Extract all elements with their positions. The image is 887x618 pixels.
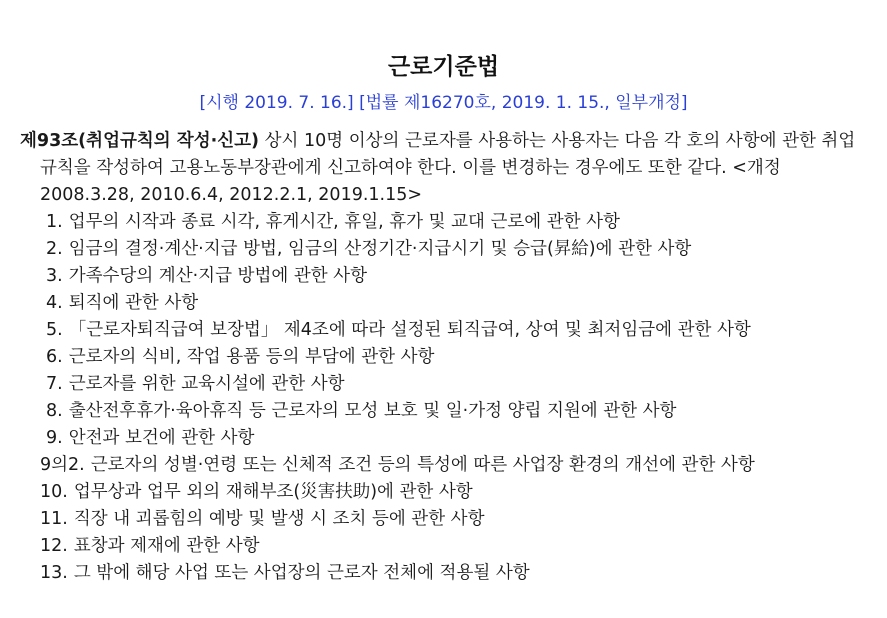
item-number: 9의2.: [40, 455, 85, 475]
list-item: [20, 560, 870, 587]
item-number: 3.: [46, 266, 63, 286]
item-number: 5.: [46, 320, 63, 340]
item-text: 퇴직에 관한 사항: [68, 293, 199, 313]
item-text: 「근로자퇴직급여 보장법」 제4조에 따라 설정된 퇴직급여, 상여 및 최저임금에 관한 사항: [68, 320, 751, 340]
list-item: [20, 398, 870, 425]
item-text: 업무상과 업무 외의 재해부조(災害扶助)에 관한 사항: [73, 482, 473, 502]
list-item: [20, 425, 870, 452]
item-number: 1.: [46, 212, 63, 232]
law-title: 근로기준법: [387, 54, 500, 80]
article-paragraph: [20, 128, 870, 209]
article-heading: (취업규칙의 작성·신고): [78, 131, 260, 151]
item-number: 8.: [46, 401, 63, 421]
list-item: [20, 371, 870, 398]
item-text: 표창과 제재에 관한 사항: [73, 536, 260, 556]
list-item: [20, 290, 870, 317]
list-item: [20, 344, 870, 371]
item-number: 2.: [46, 239, 63, 259]
item-text: 가족수당의 계산·지급 방법에 관한 사항: [68, 266, 367, 286]
item-number: 9.: [46, 428, 63, 448]
article-93: [20, 128, 870, 587]
item-text: 그 밖에 해당 사업 또는 사업장의 근로자 전체에 적용될 사항: [73, 563, 530, 583]
law-enforcement-info[interactable]: [시행 2019. 7. 16.] [법률 제16270호, 2019. 1. 15., 일부개정]: [199, 93, 688, 113]
item-number: 11.: [40, 509, 68, 529]
item-number: 10.: [40, 482, 68, 502]
list-item: [20, 479, 870, 506]
article-items: [20, 209, 870, 587]
item-text: 근로자의 성별·연령 또는 신체적 조건 등의 특성에 따른 사업장 환경의 개선에 관한 사항: [90, 455, 755, 475]
item-number: 7.: [46, 374, 63, 394]
item-number: 4.: [46, 293, 63, 313]
item-text: 근로자를 위한 교육시설에 관한 사항: [68, 374, 345, 394]
item-text: 출산전후휴가·육아휴직 등 근로자의 모성 보호 및 일·가정 양립 지원에 관한 사항: [68, 401, 677, 421]
article-body: 상시 10명 이상의 근로자를 사용하는 사용자는 다음 각 호의 사항에 관한 취업규칙을 작성하여 고용노동부장관에게 신고하여야 한다. 이를 변경하는 경우에도 또한 같다.: [40, 131, 856, 178]
list-item: [20, 452, 870, 479]
list-item: [20, 506, 870, 533]
list-item: [20, 317, 870, 344]
list-item: [20, 533, 870, 560]
list-item: [20, 209, 870, 236]
item-number: 13.: [40, 563, 68, 583]
item-text: 업무의 시작과 종료 시각, 휴게시간, 휴일, 휴가 및 교대 근로에 관한 사항: [68, 212, 620, 232]
item-text: 임금의 결정·계산·지급 방법, 임금의 산정기간·지급시기 및 승급(昇給)에 관한 사항: [68, 239, 692, 259]
list-item: [20, 236, 870, 263]
item-number: 6.: [46, 347, 63, 367]
item-number: 12.: [40, 536, 68, 556]
amendment-note: <개정 2008.3.28, 2010.6.4, 2012.2.1, 2019.1.15>: [40, 158, 781, 205]
article-number: 제93조: [20, 131, 79, 151]
list-item: [20, 263, 870, 290]
item-text: 직장 내 괴롭힘의 예방 및 발생 시 조치 등에 관한 사항: [73, 509, 485, 529]
item-text: 안전과 보건에 관한 사항: [68, 428, 255, 448]
item-text: 근로자의 식비, 작업 용품 등의 부담에 관한 사항: [68, 347, 435, 367]
